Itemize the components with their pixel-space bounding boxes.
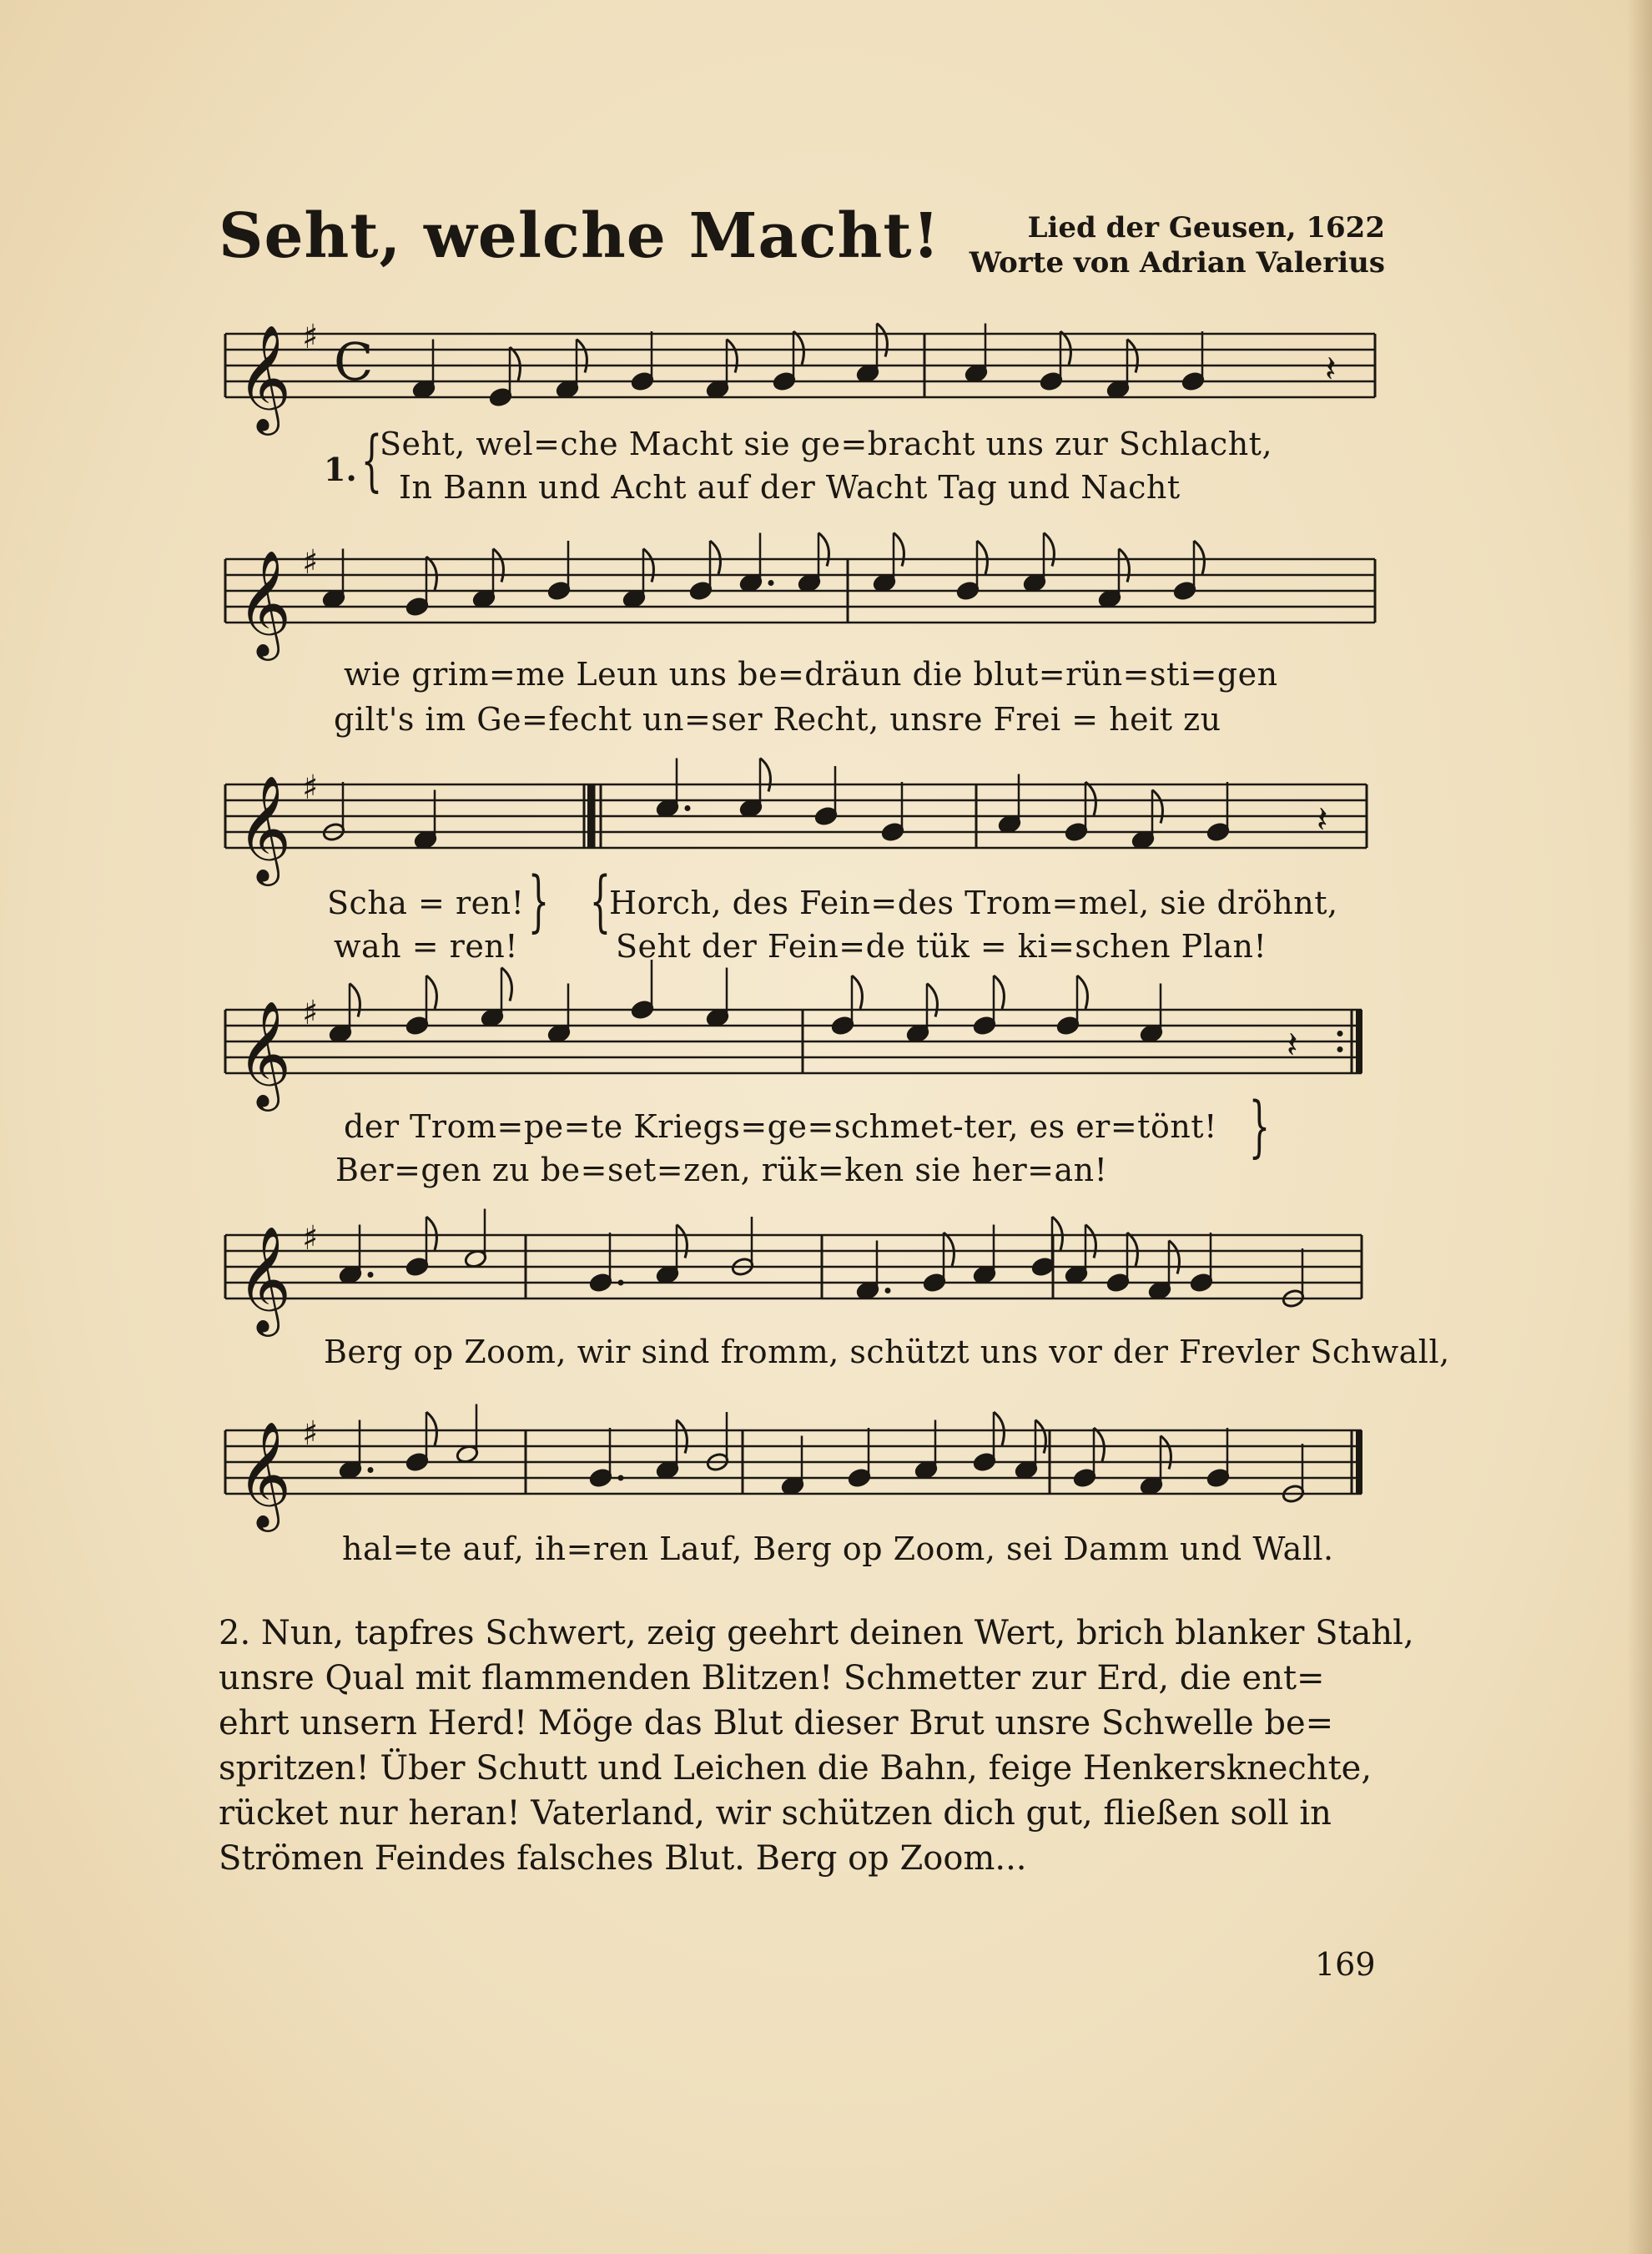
- repeat-barline: [587, 784, 593, 848]
- note-flag: [818, 533, 829, 567]
- note-flag: [426, 1217, 436, 1250]
- note-flag: [944, 1233, 954, 1266]
- note-dot: [768, 580, 774, 586]
- note-flag: [426, 557, 436, 590]
- verse-number: 1.: [324, 451, 357, 488]
- lyric-line: hal=te auf, ih=ren Lauf, Berg op Zoom, sei Damm und Wall.: [342, 1530, 1334, 1567]
- lyric-brace: {: [360, 421, 383, 499]
- lyric-line: gilt's im Ge=fecht un=ser Recht, unsre Frei = heit zu: [334, 701, 1221, 738]
- note-flag: [677, 1225, 687, 1258]
- note-flag: [577, 340, 587, 373]
- note-flag: [677, 1420, 687, 1454]
- verse-2-text: [219, 1611, 1414, 1881]
- note-flag: [643, 549, 653, 582]
- repeat-dot: [1337, 1046, 1343, 1052]
- key-signature-sharp: ♯: [302, 1414, 319, 1454]
- repeat-dot: [1337, 1031, 1343, 1036]
- note-flag: [1169, 1241, 1179, 1274]
- lyric-line: Horch, des Fein=des Trom=mel, sie dröhnt,: [609, 885, 1338, 921]
- page-number: 169: [1315, 1946, 1376, 1983]
- note-flag: [510, 347, 520, 381]
- note-flag: [927, 984, 937, 1017]
- lyric-line: Ber=gen zu be=set=zen, rük=ken sie her=an!: [335, 1152, 1108, 1188]
- note-flag: [1152, 790, 1162, 824]
- verse-2-line: unsre Qual mit flammenden Blitzen! Schmetter zur Erd, die ent=: [219, 1659, 1325, 1697]
- note-flag: [1085, 1225, 1095, 1258]
- song-title: Seht, welche Macht!: [219, 200, 941, 272]
- time-signature: C: [334, 331, 374, 393]
- note-flag: [894, 533, 904, 567]
- lyric-line: In Bann und Acht auf der Wacht Tag und Nacht: [399, 469, 1181, 506]
- lyric-line: Seht, wel=che Macht sie ge=bracht uns zur Schlacht,: [380, 426, 1273, 462]
- note-dot: [368, 1272, 374, 1278]
- note-flag: [1035, 1420, 1045, 1454]
- note-flag: [727, 340, 737, 373]
- source-origin: Lied der Geusen, 1622: [1027, 211, 1385, 245]
- note-flag: [1161, 1436, 1171, 1470]
- key-signature-sharp: ♯: [302, 543, 319, 582]
- note-flag: [852, 976, 862, 1009]
- note-flag: [977, 541, 987, 574]
- note-flag: [1077, 976, 1087, 1009]
- treble-clef: 𝄞: [237, 549, 292, 656]
- note-dot: [885, 1288, 891, 1293]
- key-signature-sharp: ♯: [302, 994, 319, 1033]
- key-signature-sharp: ♯: [302, 318, 319, 357]
- verse-2-line: 2. Nun, tapfres Schwert, zeig geehrt deinen Wert, brich blanker Stahl,: [219, 1614, 1414, 1652]
- lyric-line: wah = ren!: [334, 928, 519, 965]
- lyric-brace: {: [589, 862, 612, 940]
- note-flag: [350, 984, 360, 1017]
- note-flag: [1094, 1428, 1104, 1461]
- verse-2-line: spritzen! Über Schutt und Leichen die Bahn, feige Henkersknechte,: [219, 1749, 1372, 1788]
- note-flag: [760, 759, 770, 792]
- end-barline: [1356, 1010, 1362, 1073]
- lyric-line: Scha = ren!: [327, 885, 525, 921]
- verse-2-line: ehrt unsern Herd! Möge das Blut dieser Brut unsre Schwelle be=: [219, 1704, 1334, 1742]
- note-flag: [426, 1412, 436, 1445]
- note-flag: [1085, 782, 1095, 815]
- note-flag: [1060, 331, 1070, 365]
- note-flag: [877, 324, 887, 357]
- note-flag: [1119, 549, 1129, 582]
- lyric-brace: }: [527, 862, 550, 940]
- lyric-line: Seht der Fein=de tük = ki=schen Plan!: [616, 928, 1267, 965]
- lyric-line: der Trom=pe=te Kriegs=ge=schmet-ter, es er=tönt!: [344, 1108, 1217, 1145]
- lyric-line: wie grim=me Leun uns be=dräun die blut=rün=sti=gen: [344, 656, 1278, 693]
- treble-clef: 𝄞: [237, 1000, 292, 1107]
- lyric-line: Berg op Zoom, wir sind fromm, schützt uns vor der Frevler Schwall,: [324, 1334, 1450, 1370]
- note-flag: [1127, 1233, 1137, 1266]
- treble-clef: 𝄞: [237, 324, 292, 431]
- key-signature-sharp: ♯: [302, 1219, 319, 1258]
- note-flag: [994, 1412, 1004, 1445]
- note-flag: [501, 968, 511, 1001]
- treble-clef: 𝄞: [237, 774, 292, 881]
- note-dot: [618, 1475, 624, 1481]
- lyric-brace: }: [1248, 1087, 1271, 1165]
- verse-2-line: Strömen Feindes falsches Blut. Berg op Zoom...: [219, 1839, 1027, 1878]
- note-flag: [710, 541, 720, 574]
- quarter-rest: 𝄽: [1317, 799, 1328, 841]
- note-flag: [1127, 340, 1137, 373]
- verse-2-line: rücket nur heran! Vaterland, wir schützen dich gut, fließen soll in: [219, 1794, 1332, 1833]
- note-flag: [426, 976, 436, 1009]
- source-author: Worte von Adrian Valerius: [969, 246, 1385, 280]
- note-dot: [618, 1280, 624, 1286]
- note-dot: [368, 1467, 374, 1473]
- quarter-rest: 𝄽: [1325, 348, 1337, 391]
- note-flag: [994, 976, 1004, 1009]
- note-dot: [685, 805, 691, 811]
- note-flag: [1044, 533, 1054, 567]
- note-flag: [493, 549, 503, 582]
- treble-clef: 𝄞: [237, 1225, 292, 1332]
- key-signature-sharp: ♯: [302, 769, 319, 808]
- quarter-rest: 𝄽: [1287, 1024, 1298, 1066]
- note-flag: [1194, 541, 1204, 574]
- note-flag: [793, 331, 803, 365]
- end-barline: [1356, 1430, 1362, 1494]
- treble-clef: 𝄞: [237, 1420, 292, 1527]
